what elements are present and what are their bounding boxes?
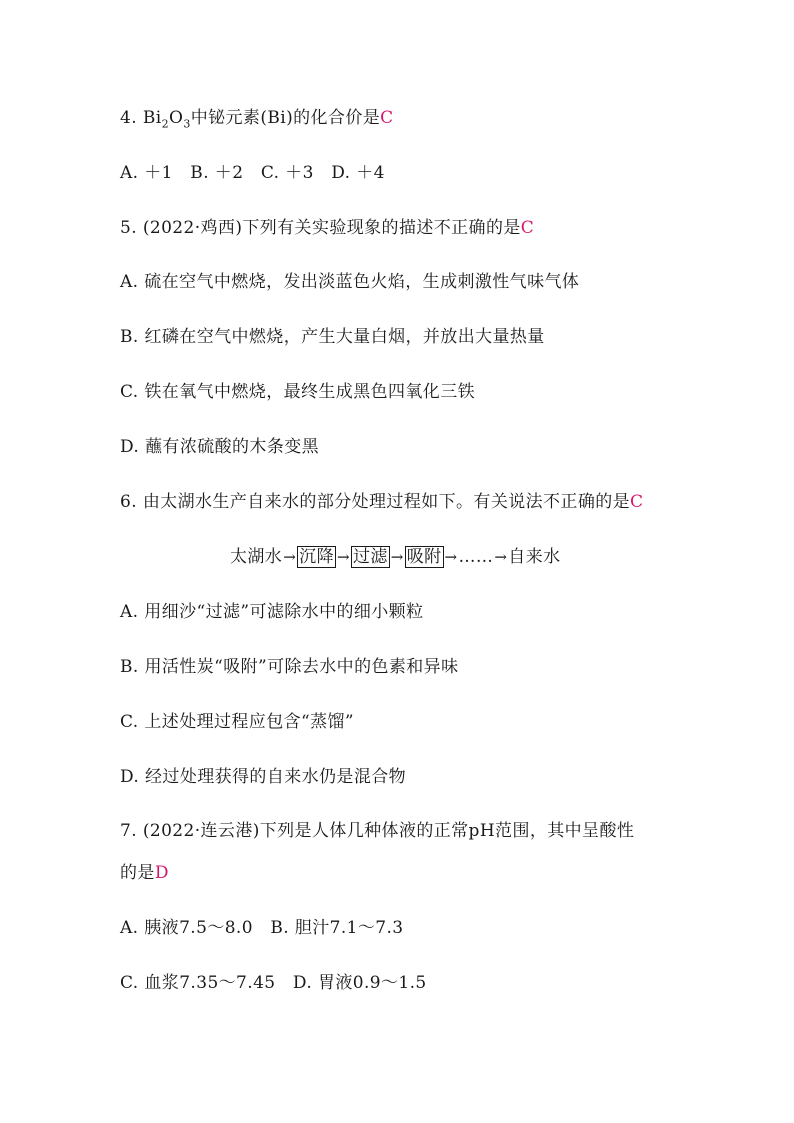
q7-stem-line1: 7. (2022·连云港)下列是人体几种体液的正常pH范围，其中呈酸性 [120,821,635,841]
flow-step-filtering: 过滤 [352,547,388,567]
q5-option-d: D. 蘸有浓硫酸的木条变黑 [120,437,320,457]
flow-step-adsorption: 吸附 [406,547,442,567]
q7-stem-line2 [120,861,169,885]
q6-process-flow [230,545,561,569]
q7-options-row1: A. 胰液7.5～8.0 B. 胆汁7.1～7.3 [120,918,404,938]
q5-option-a: A. 硫在空气中燃烧，发出淡蓝色火焰，生成刺激性气味气体 [120,272,580,292]
q4-stem-post: 中铋元素(Bi)的化合价是 [190,108,381,128]
q6-option-d: D. 经过处理获得的自来水仍是混合物 [120,767,407,787]
q6-stem [120,490,643,514]
flow-start: 太湖水 [230,547,283,567]
q4-subscript-1: 2 [161,117,169,131]
q6-stem-text: 6. 由太湖水生产自来水的部分处理过程如下。有关说法不正确的是 [120,492,631,512]
q6-option-c: C. 上述处理过程应包含“蒸馏” [120,712,354,732]
q4-options: A. ＋1 B. ＋2 C. ＋3 D. ＋4 [120,163,385,183]
q5-option-b: B. 红磷在空气中燃烧，产生大量白烟，并放出大量热量 [120,327,545,347]
q6-option-a: A. 用细沙“过滤”可滤除水中的细小颗粒 [120,602,424,622]
flow-dots: …… [458,547,494,567]
flow-step-settling: 沉降 [299,547,334,567]
arrow-icon: → [283,548,297,566]
q5-option-c: C. 铁在氧气中燃烧，最终生成黑色四氧化三铁 [120,382,476,402]
q7-stem-line2-text: 的是 [120,863,155,883]
q4-answer: C [380,108,394,128]
q5-stem-text: 5. (2022·鸡西)下列有关实验现象的描述不正确的是 [120,218,521,238]
q5-stem [120,216,534,240]
q6-option-b: B. 用活性炭“吸附”可除去水中的色素和异味 [120,657,459,677]
arrow-icon: → [390,548,404,566]
arrow-icon: → [336,548,350,566]
q4-stem-pre: 4. Bi [120,108,162,128]
arrow-icon: → [494,548,508,566]
q4-subscript-2: 3 [183,117,191,131]
q7-answer: D [154,863,169,883]
q4-stem [120,106,394,136]
q6-answer: C [630,492,644,512]
q4-stem-mid: O [168,108,184,128]
q5-answer: C [520,218,535,238]
arrow-icon: → [444,548,458,566]
flow-end: 自来水 [508,547,561,567]
q7-options-row2: C. 血浆7.35～7.45 D. 胃液0.9～1.5 [120,973,427,993]
